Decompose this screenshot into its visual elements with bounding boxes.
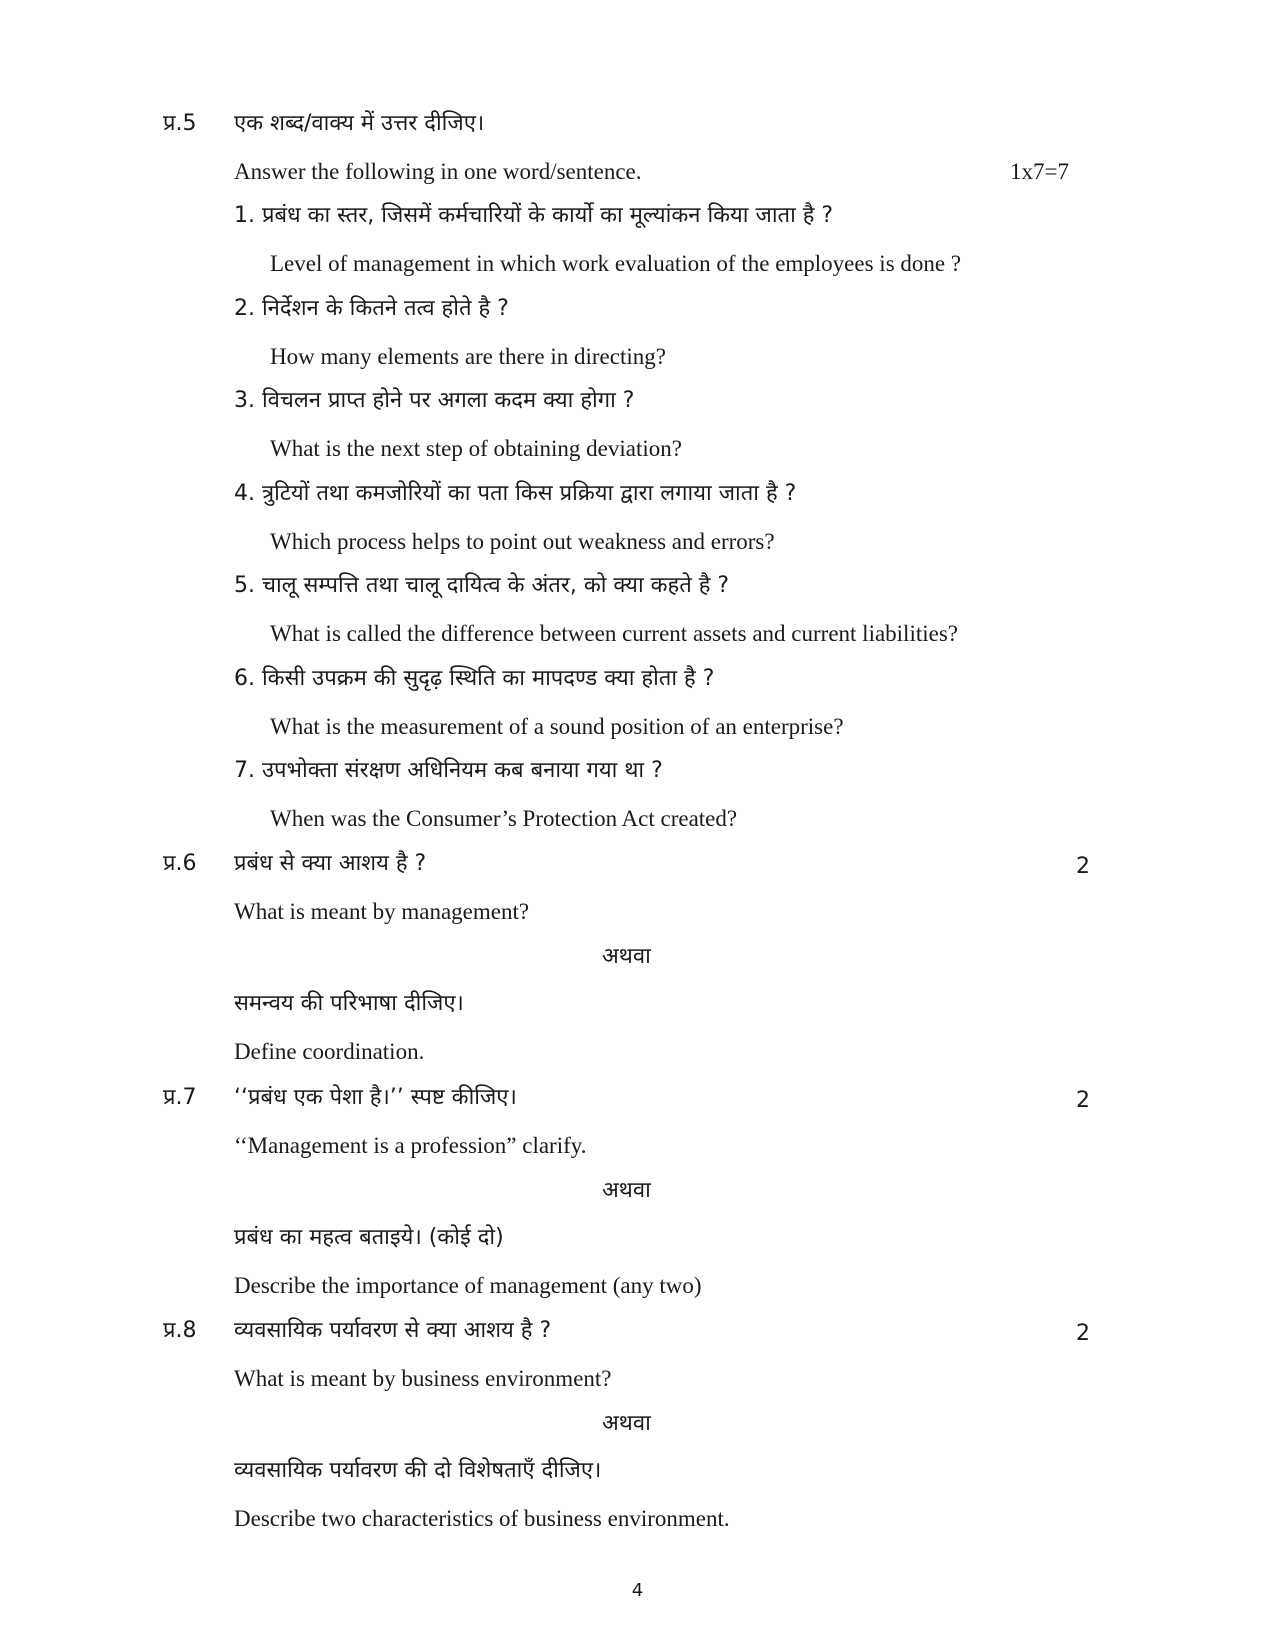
q6-english: What is meant by management? bbox=[234, 899, 530, 924]
q5-item-5-english: What is called the difference between current assets and current liabilities? bbox=[270, 621, 958, 646]
q6-number: प्र.6 bbox=[163, 851, 197, 876]
q8-marks: 2 bbox=[1076, 1321, 1090, 1346]
q5-item-7-hindi: 7. उपभोक्ता संरक्षण अधिनियम कब बनाया गया था ? bbox=[234, 758, 663, 783]
q5-item-5-hindi: 5. चालू सम्पत्ति तथा चालू दायित्व के अंतर, को क्या कहते है ? bbox=[234, 573, 730, 598]
q6-or: अथवा bbox=[602, 944, 651, 969]
q7-hindi: ‘‘प्रबंध एक पेशा है।’’ स्पष्ट कीजिए। bbox=[234, 1085, 517, 1110]
q7-marks: 2 bbox=[1076, 1088, 1090, 1113]
q5-item-2-hindi: 2. निर्देशन के कितने तत्व होते है ? bbox=[234, 296, 509, 321]
q5-item-2-english: How many elements are there in directing? bbox=[270, 344, 666, 369]
q8-alt-english: Describe two characteristics of business environment. bbox=[234, 1506, 730, 1531]
q6-marks: 2 bbox=[1076, 854, 1090, 879]
q5-item-6-english: What is the measurement of a sound position of an enterprise? bbox=[270, 714, 844, 739]
q8-english: What is meant by business environment? bbox=[234, 1366, 612, 1391]
q7-english: ‘‘Management is a profession” clarify. bbox=[234, 1133, 587, 1158]
q6-alt-english: Define coordination. bbox=[234, 1039, 425, 1064]
q5-number: प्र.5 bbox=[163, 111, 197, 136]
q5-item-3-hindi: 3. विचलन प्राप्त होने पर अगला कदम क्या होगा ? bbox=[234, 388, 635, 413]
q6-hindi: प्रबंध से क्या आशय है ? bbox=[234, 851, 427, 876]
q5-item-1-english: Level of management in which work evaluation of the employees is done ? bbox=[270, 251, 962, 276]
q8-number: प्र.8 bbox=[163, 1318, 197, 1343]
q5-item-6-hindi: 6. किसी उपक्रम की सुदृढ़ स्थिति का मापदण्ड क्या होता है ? bbox=[234, 666, 715, 691]
q6-alt-hindi: समन्वय की परिभाषा दीजिए। bbox=[234, 991, 464, 1016]
q7-or: अथवा bbox=[602, 1178, 651, 1203]
q5-hindi: एक शब्द/वाक्य में उत्तर दीजिए। bbox=[234, 111, 485, 136]
page-number: 4 bbox=[631, 1580, 644, 1601]
q7-alt-english: Describe the importance of management (any two) bbox=[234, 1273, 702, 1298]
q8-or: अथवा bbox=[602, 1411, 651, 1436]
q5-item-1-hindi: 1. प्रबंध का स्तर, जिसमें कर्मचारियों के कार्यो का मूल्यांकन किया जाता है ? bbox=[234, 203, 834, 228]
q5-item-4-hindi: 4. त्रुटियों तथा कमजोरियों का पता किस प्रक्रिया द्वारा लगाया जाता है ? bbox=[234, 481, 797, 506]
q5-english: Answer the following in one word/sentence. bbox=[234, 159, 642, 184]
q8-alt-hindi: व्यवसायिक पर्यावरण की दो विशेषताएँ दीजिए। bbox=[234, 1458, 602, 1483]
q5-marks: 1x7=7 bbox=[1010, 159, 1069, 184]
q5-item-7-english: When was the Consumer’s Protection Act created? bbox=[270, 806, 738, 831]
q7-number: प्र.7 bbox=[163, 1085, 197, 1110]
q7-alt-hindi: प्रबंध का महत्व बताइये। (कोई दो) bbox=[234, 1225, 504, 1250]
q5-item-4-english: Which process helps to point out weakness and errors? bbox=[270, 529, 775, 554]
q5-item-3-english: What is the next step of obtaining deviation? bbox=[270, 436, 682, 461]
q8-hindi: व्यवसायिक पर्यावरण से क्या आशय है ? bbox=[234, 1318, 552, 1343]
